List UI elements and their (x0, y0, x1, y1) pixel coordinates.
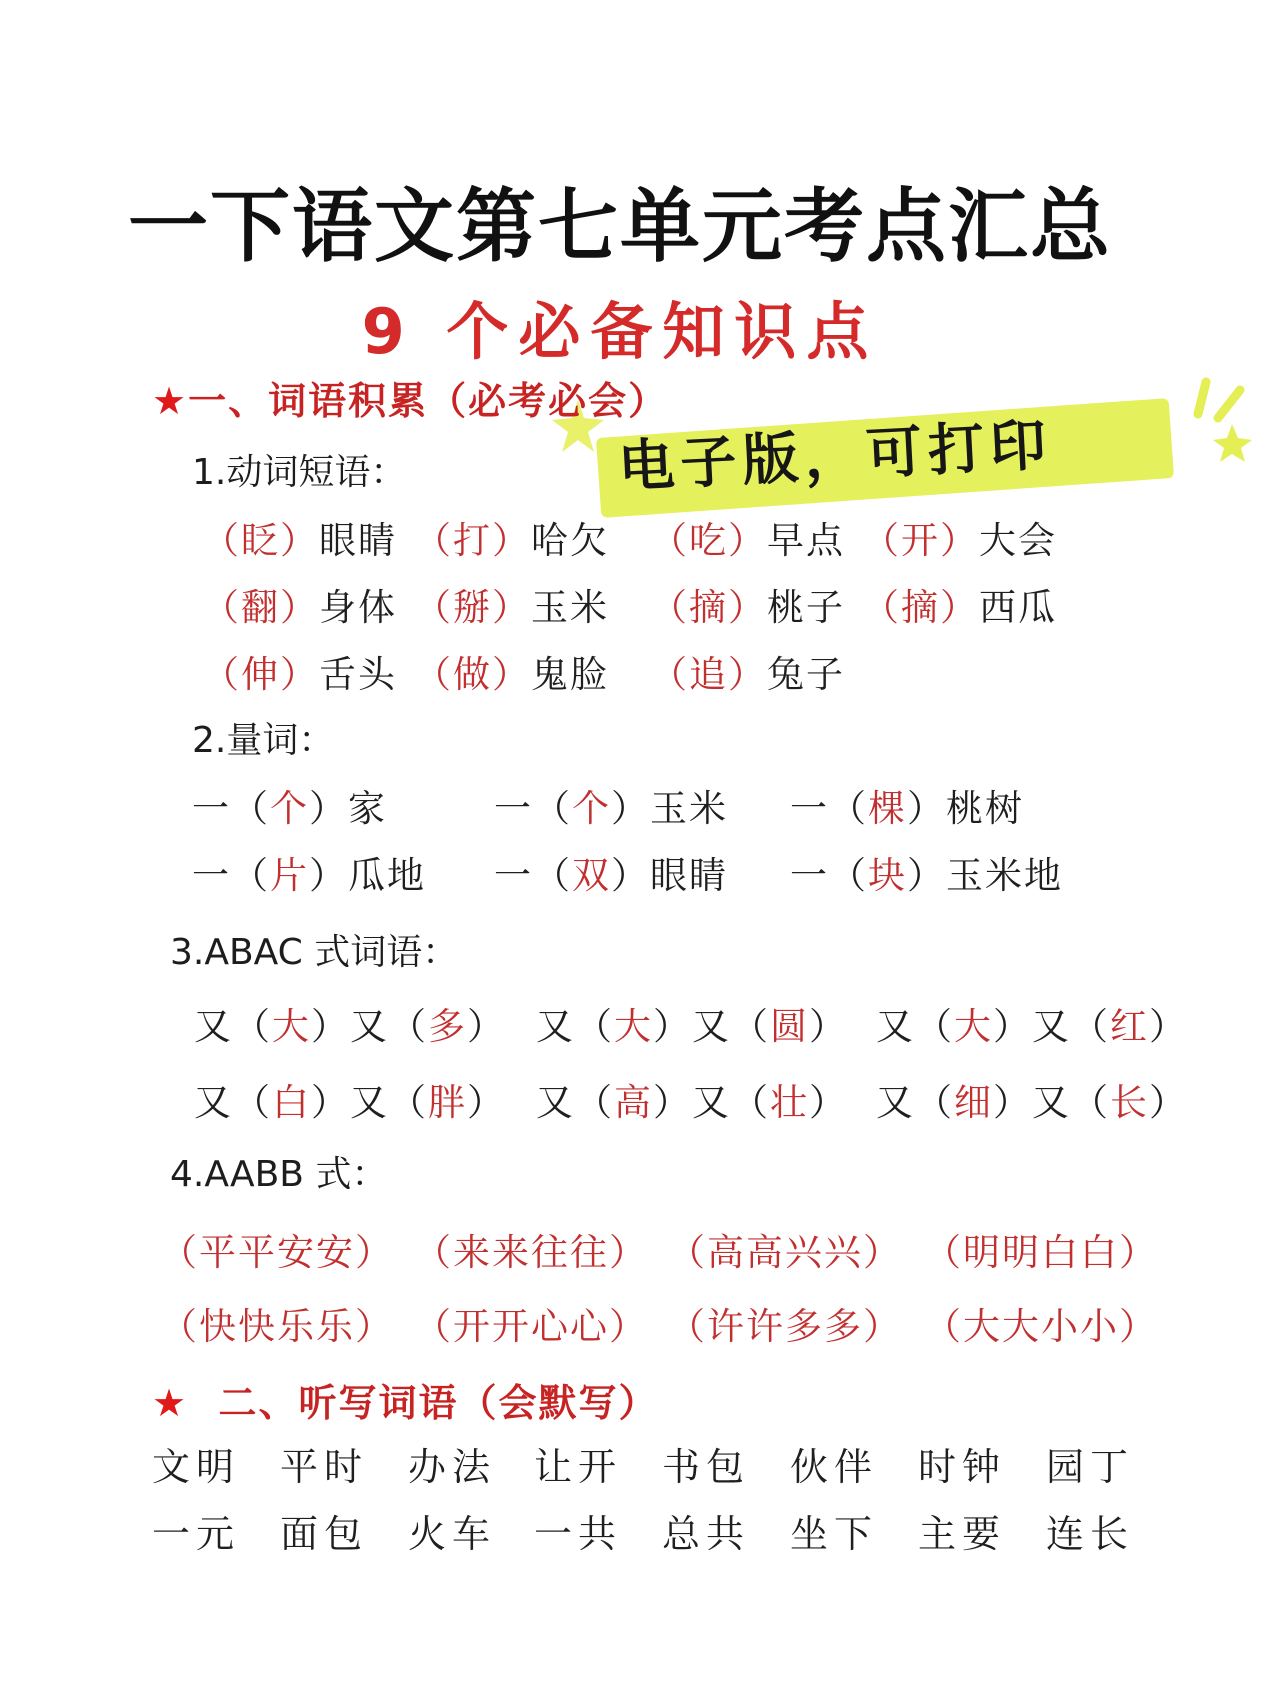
verb-phrase-item (202, 510, 397, 564)
dictation-word: 面包 (280, 1512, 369, 1556)
abac-answer-b: 圆 (770, 1005, 809, 1048)
paren-close: ） (653, 1081, 692, 1124)
verb-object: 桃子 (767, 586, 845, 629)
measure-prefix: 一（ (192, 854, 270, 897)
star-icon: ★ (152, 379, 189, 423)
measure-prefix: 一（ (494, 854, 572, 897)
measure-answer: 块 (868, 854, 907, 897)
paren-open: （ (915, 1005, 954, 1048)
paren-open: （ (233, 1005, 272, 1048)
verb-answer: （掰） (414, 586, 531, 629)
verb-object: 兔子 (767, 653, 845, 696)
verb-answer: （打） (414, 519, 531, 562)
verb-answer: （吃） (650, 519, 767, 562)
measure-word-item (494, 845, 728, 899)
aabb-word-item: （明明白白） (924, 1231, 1158, 1274)
verb-phrase-item (650, 577, 845, 631)
star-icon: ★ (152, 1381, 189, 1425)
measure-suffix: ）眼睛 (611, 854, 728, 897)
verb-object: 西瓜 (979, 586, 1057, 629)
paren-close: ） (993, 1081, 1032, 1124)
section-heading-2 (152, 1372, 659, 1427)
sparkle-lines-icon (1188, 374, 1258, 464)
abac-word-item (876, 1072, 1188, 1126)
paren-close: ） (311, 1005, 350, 1048)
paren-open: （ (575, 1081, 614, 1124)
dictation-word: 火车 (408, 1512, 497, 1556)
measure-suffix: ）家 (309, 787, 387, 830)
verb-answer: （追） (650, 653, 767, 696)
dictation-word: 一共 (534, 1512, 623, 1556)
section-heading-1 (152, 370, 668, 425)
badge-text: 电子版，可打印 (616, 412, 1054, 501)
paren-open: （ (1071, 1005, 1110, 1048)
abac-answer-b: 长 (1110, 1081, 1149, 1124)
paren-close: ） (1149, 1005, 1188, 1048)
measure-word-item (192, 778, 387, 832)
measure-answer: 个 (270, 787, 309, 830)
measure-suffix: ）瓜地 (309, 854, 426, 897)
measure-suffix: ）桃树 (907, 787, 1024, 830)
paren-close: ） (993, 1005, 1032, 1048)
abac-fixed-char: 又 (350, 1005, 389, 1048)
abac-answer-a: 白 (272, 1081, 311, 1124)
abac-fixed-char: 又 (1032, 1081, 1071, 1124)
verb-answer: （摘） (650, 586, 767, 629)
abac-fixed-char: 又 (194, 1005, 233, 1048)
dictation-word: 文明 (152, 1445, 241, 1489)
verb-object: 身体 (319, 586, 397, 629)
dictation-word: 坐下 (790, 1512, 879, 1556)
measure-answer: 棵 (868, 787, 907, 830)
abac-answer-b: 多 (428, 1005, 467, 1048)
aabb-word-item: （平平安安） (160, 1231, 394, 1274)
paren-open: （ (731, 1005, 770, 1048)
paren-close: ） (1149, 1081, 1188, 1124)
verb-answer: （眨） (202, 519, 319, 562)
measure-answer: 片 (270, 854, 309, 897)
dictation-word: 让开 (534, 1445, 623, 1489)
verb-answer: （做） (414, 653, 531, 696)
paren-close: ） (467, 1005, 506, 1048)
dictation-word: 书包 (662, 1445, 751, 1489)
paren-open: （ (575, 1005, 614, 1048)
measure-prefix: 一（ (790, 854, 868, 897)
abac-word-item (536, 1072, 848, 1126)
measure-suffix: ）玉米地 (907, 854, 1063, 897)
abac-answer-a: 细 (954, 1081, 993, 1124)
abac-answer-a: 大 (614, 1005, 653, 1048)
subsection-label-verbs: 1.动词短语： (192, 452, 407, 493)
abac-fixed-char: 又 (194, 1081, 233, 1124)
subsection-label-abac: 3.ABAC 式词语： (170, 932, 459, 973)
verb-object: 玉米 (531, 586, 609, 629)
verb-object: 大会 (979, 519, 1057, 562)
abac-fixed-char: 又 (350, 1081, 389, 1124)
abac-fixed-char: 又 (692, 1005, 731, 1048)
abac-answer-a: 高 (614, 1081, 653, 1124)
measure-word-item (790, 845, 1063, 899)
dictation-word: 办法 (408, 1445, 497, 1489)
measure-word-item (494, 778, 728, 832)
dictation-word: 时钟 (918, 1445, 1007, 1489)
verb-phrase-item (202, 644, 397, 698)
paren-open: （ (389, 1005, 428, 1048)
paren-close: ） (467, 1081, 506, 1124)
abac-answer-b: 壮 (770, 1081, 809, 1124)
dictation-word: 伙伴 (790, 1445, 879, 1489)
paren-open: （ (389, 1081, 428, 1124)
abac-fixed-char: 又 (876, 1005, 915, 1048)
aabb-word-item: （大大小小） (924, 1305, 1158, 1348)
verb-object: 早点 (767, 519, 845, 562)
abac-fixed-char: 又 (876, 1081, 915, 1124)
verb-answer: （开） (862, 519, 979, 562)
verb-phrase-item (414, 577, 609, 631)
abac-fixed-char: 又 (1032, 1005, 1071, 1048)
measure-suffix: ）玉米 (611, 787, 728, 830)
dictation-word: 连长 (1046, 1512, 1135, 1556)
verb-phrase-item (414, 644, 609, 698)
measure-answer: 双 (572, 854, 611, 897)
aabb-word-item: （许许多多） (668, 1305, 902, 1348)
verb-answer: （摘） (862, 586, 979, 629)
section-heading-text: 二、听写词语（会默写） (218, 1381, 659, 1425)
verb-object: 哈欠 (531, 519, 609, 562)
dictation-word: 园丁 (1046, 1445, 1135, 1489)
measure-prefix: 一（ (494, 787, 572, 830)
paren-close: ） (311, 1081, 350, 1124)
abac-word-item (876, 996, 1188, 1050)
dictation-word: 主要 (918, 1512, 1007, 1556)
paren-close: ） (809, 1005, 848, 1048)
abac-word-item (194, 1072, 506, 1126)
verb-phrase-item (202, 577, 397, 631)
verb-object: 眼睛 (319, 519, 397, 562)
aabb-word-item: （开开心心） (414, 1305, 648, 1348)
paren-close: ） (653, 1005, 692, 1048)
abac-word-item (194, 996, 506, 1050)
paren-open: （ (1071, 1081, 1110, 1124)
aabb-word-item: （来来往往） (414, 1231, 648, 1274)
paren-open: （ (915, 1081, 954, 1124)
abac-fixed-char: 又 (536, 1081, 575, 1124)
dictation-word: 一元 (152, 1512, 241, 1556)
paren-open: （ (233, 1081, 272, 1124)
measure-answer: 个 (572, 787, 611, 830)
subsection-label-aabb: 4.AABB 式： (170, 1154, 388, 1195)
verb-object: 舌头 (319, 653, 397, 696)
paren-open: （ (731, 1081, 770, 1124)
aabb-word-item: （快快乐乐） (160, 1305, 394, 1348)
measure-word-item (192, 845, 426, 899)
verb-phrase-item (862, 510, 1057, 564)
dictation-word: 总共 (662, 1512, 751, 1556)
section-heading-text: 一、词语积累（必考必会） (188, 379, 669, 423)
verb-answer: （翻） (202, 586, 319, 629)
abac-answer-a: 大 (272, 1005, 311, 1048)
abac-answer-b: 胖 (428, 1081, 467, 1124)
verb-phrase-item (414, 510, 609, 564)
dictation-word: 平时 (280, 1445, 369, 1489)
verb-phrase-item (862, 577, 1057, 631)
paren-close: ） (809, 1081, 848, 1124)
abac-answer-a: 大 (954, 1005, 993, 1048)
measure-prefix: 一（ (192, 787, 270, 830)
page-subtitle: 9 个必备知识点 (361, 295, 879, 368)
verb-phrase-item (650, 644, 845, 698)
measure-word-item (790, 778, 1024, 832)
measure-prefix: 一（ (790, 787, 868, 830)
subsection-label-measure-words: 2.量词： (192, 720, 335, 761)
page-title: 一下语文第七单元考点汇总 (128, 179, 1112, 273)
verb-phrase-item (650, 510, 845, 564)
aabb-word-item: （高高兴兴） (668, 1231, 902, 1274)
abac-fixed-char: 又 (536, 1005, 575, 1048)
verb-answer: （伸） (202, 653, 319, 696)
abac-fixed-char: 又 (692, 1081, 731, 1124)
abac-word-item (536, 996, 848, 1050)
verb-object: 鬼脸 (531, 653, 609, 696)
abac-answer-b: 红 (1110, 1005, 1149, 1048)
